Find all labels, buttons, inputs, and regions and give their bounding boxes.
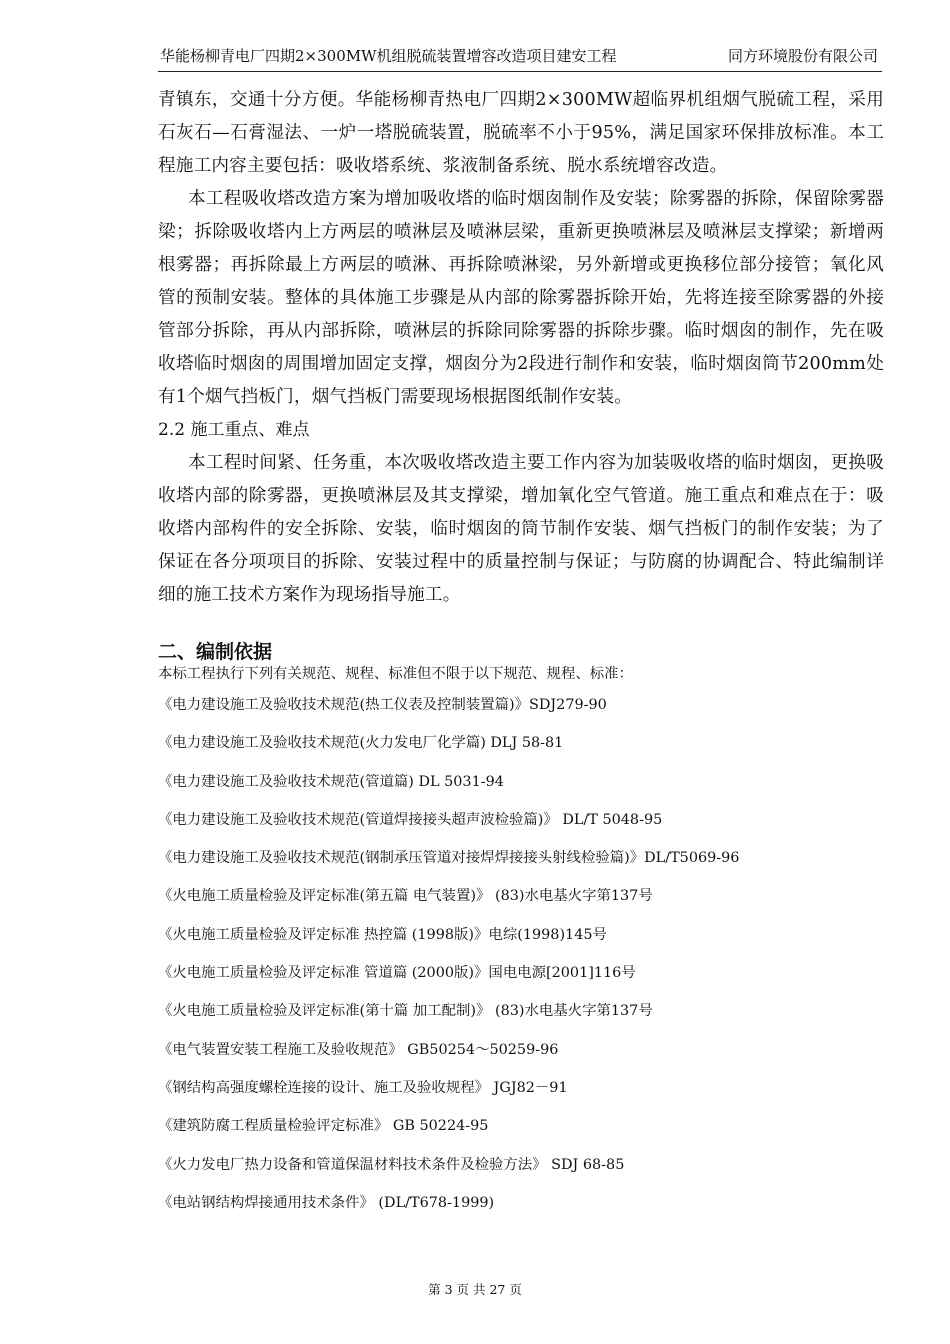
header-divider bbox=[158, 71, 882, 72]
paragraph-project-overview: 青镇东，交通十分方便。华能杨柳青热电厂四期2×300MW超临界机组烟气脱硫工程，采用石灰石—石膏湿法、一炉一塔脱硫装置，脱硫率不小于95%，满足国家环保排放标准。本工程施工内容主要包括：吸收塔系统、浆液制备系统、脱水系统增容改造。 bbox=[158, 90, 884, 176]
paragraph-key-difficulties: 本工程时间紧、任务重，本次吸收塔改造主要工作内容为加装吸收塔的临时烟囱，更换吸收塔内部的除雾器，更换喷淋层及其支撑梁，增加氧化空气管道。施工重点和难点在于：吸收塔内部构件的安全拆除、安装，临时烟囱的筒节制作安装、烟气挡板门的制作安装；为了保证在各分项项目的拆除、安装过程中的质量控制与保证；与防腐的协调配合、特此编制详细的施工技术方案作为现场指导施工。 bbox=[158, 453, 884, 605]
section-title-basis: 二、编制依据 bbox=[158, 641, 273, 663]
reference-item: 《建筑防腐工程质量检验评定标准》 GB 50224-95 bbox=[158, 1118, 489, 1135]
reference-item: 《电力建设施工及验收技术规范(管道焊接接头超声波检验篇)》 DL/T 5048-95 bbox=[158, 811, 663, 828]
reference-item: 《火电施工质量检验及评定标准 管道篇 (2000版)》国电电源[2001]116号 bbox=[158, 965, 636, 982]
page-header bbox=[160, 45, 880, 71]
basis-intro: 本标工程执行下列有关规范、规程、标准但不限于以下规范、规程、标准： bbox=[158, 666, 633, 682]
document-body bbox=[158, 84, 884, 1220]
reference-item: 《电力建设施工及验收技术规范(管道篇) DL 5031-94 bbox=[158, 773, 504, 790]
reference-item: 《电力建设施工及验收技术规范(火力发电厂化学篇) DLJ 58-81 bbox=[158, 735, 564, 752]
header-company: 同方环境股份有限公司 bbox=[727, 47, 878, 65]
page-footer: 第 3 页 共 27 页 bbox=[428, 1282, 522, 1297]
reference-item: 《电站钢结构焊接通用技术条件》 (DL/T678-1999) bbox=[158, 1194, 495, 1211]
reference-item: 《火电施工质量检验及评定标准 热控篇 (1998版)》电综(1998)145号 bbox=[158, 926, 607, 943]
reference-list bbox=[158, 684, 884, 1220]
header-project-title: 华能杨柳青电厂四期2×300MW机组脱硫装置增容改造项目建安工程 bbox=[160, 47, 617, 65]
reference-item: 《火力发电厂热力设备和管道保温材料技术条件及检验方法》 SDJ 68-85 bbox=[158, 1156, 625, 1173]
paragraph-retrofit-plan: 本工程吸收塔改造方案为增加吸收塔的临时烟囱制作及安装；除雾器的拆除，保留除雾器梁；拆除吸收塔内上方两层的喷淋层及喷淋层梁，重新更换喷淋层及喷淋层支撑梁；新增两根雾器；再拆除最上方两层的喷淋、再拆除喷淋梁，另外新增或更换移位部分接管；氧化风管的预制安装。整体的具体施工步骤是从内部的除雾器拆除开始，先将连接至除雾器的外接管部分拆除，再从内部拆除，喷淋层的拆除同除雾器的拆除步骤。临时烟囱的制作，先在吸收塔临时烟囱的周围增加固定支撑，烟囱分为2段进行制作和安装，临时烟囱筒节200mm处有1个烟气挡板门，烟气挡板门需要现场根据图纸制作安装。 bbox=[158, 189, 884, 407]
reference-item: 《电力建设施工及验收技术规范(热工仪表及控制装置篇)》SDJ279-90 bbox=[158, 697, 607, 713]
section-heading-2-2: 2.2 施工重点、难点 bbox=[158, 420, 310, 440]
reference-item: 《火电施工质量检验及评定标准(第十篇 加工配制)》 (83)水电基火字第137号 bbox=[158, 1003, 653, 1020]
reference-item: 《电气装置安装工程施工及验收规范》 GB50254～50259-96 bbox=[158, 1041, 559, 1058]
reference-item: 《电力建设施工及验收技术规范(钢制承压管道对接焊焊接接头射线检验篇)》DL/T5069-96 bbox=[158, 850, 740, 867]
reference-item: 《火电施工质量检验及评定标准(第五篇 电气装置)》 (83)水电基火字第137号 bbox=[158, 888, 653, 905]
reference-item: 《钢结构高强度螺栓连接的设计、施工及验收规程》 JGJ82－91 bbox=[158, 1079, 568, 1096]
